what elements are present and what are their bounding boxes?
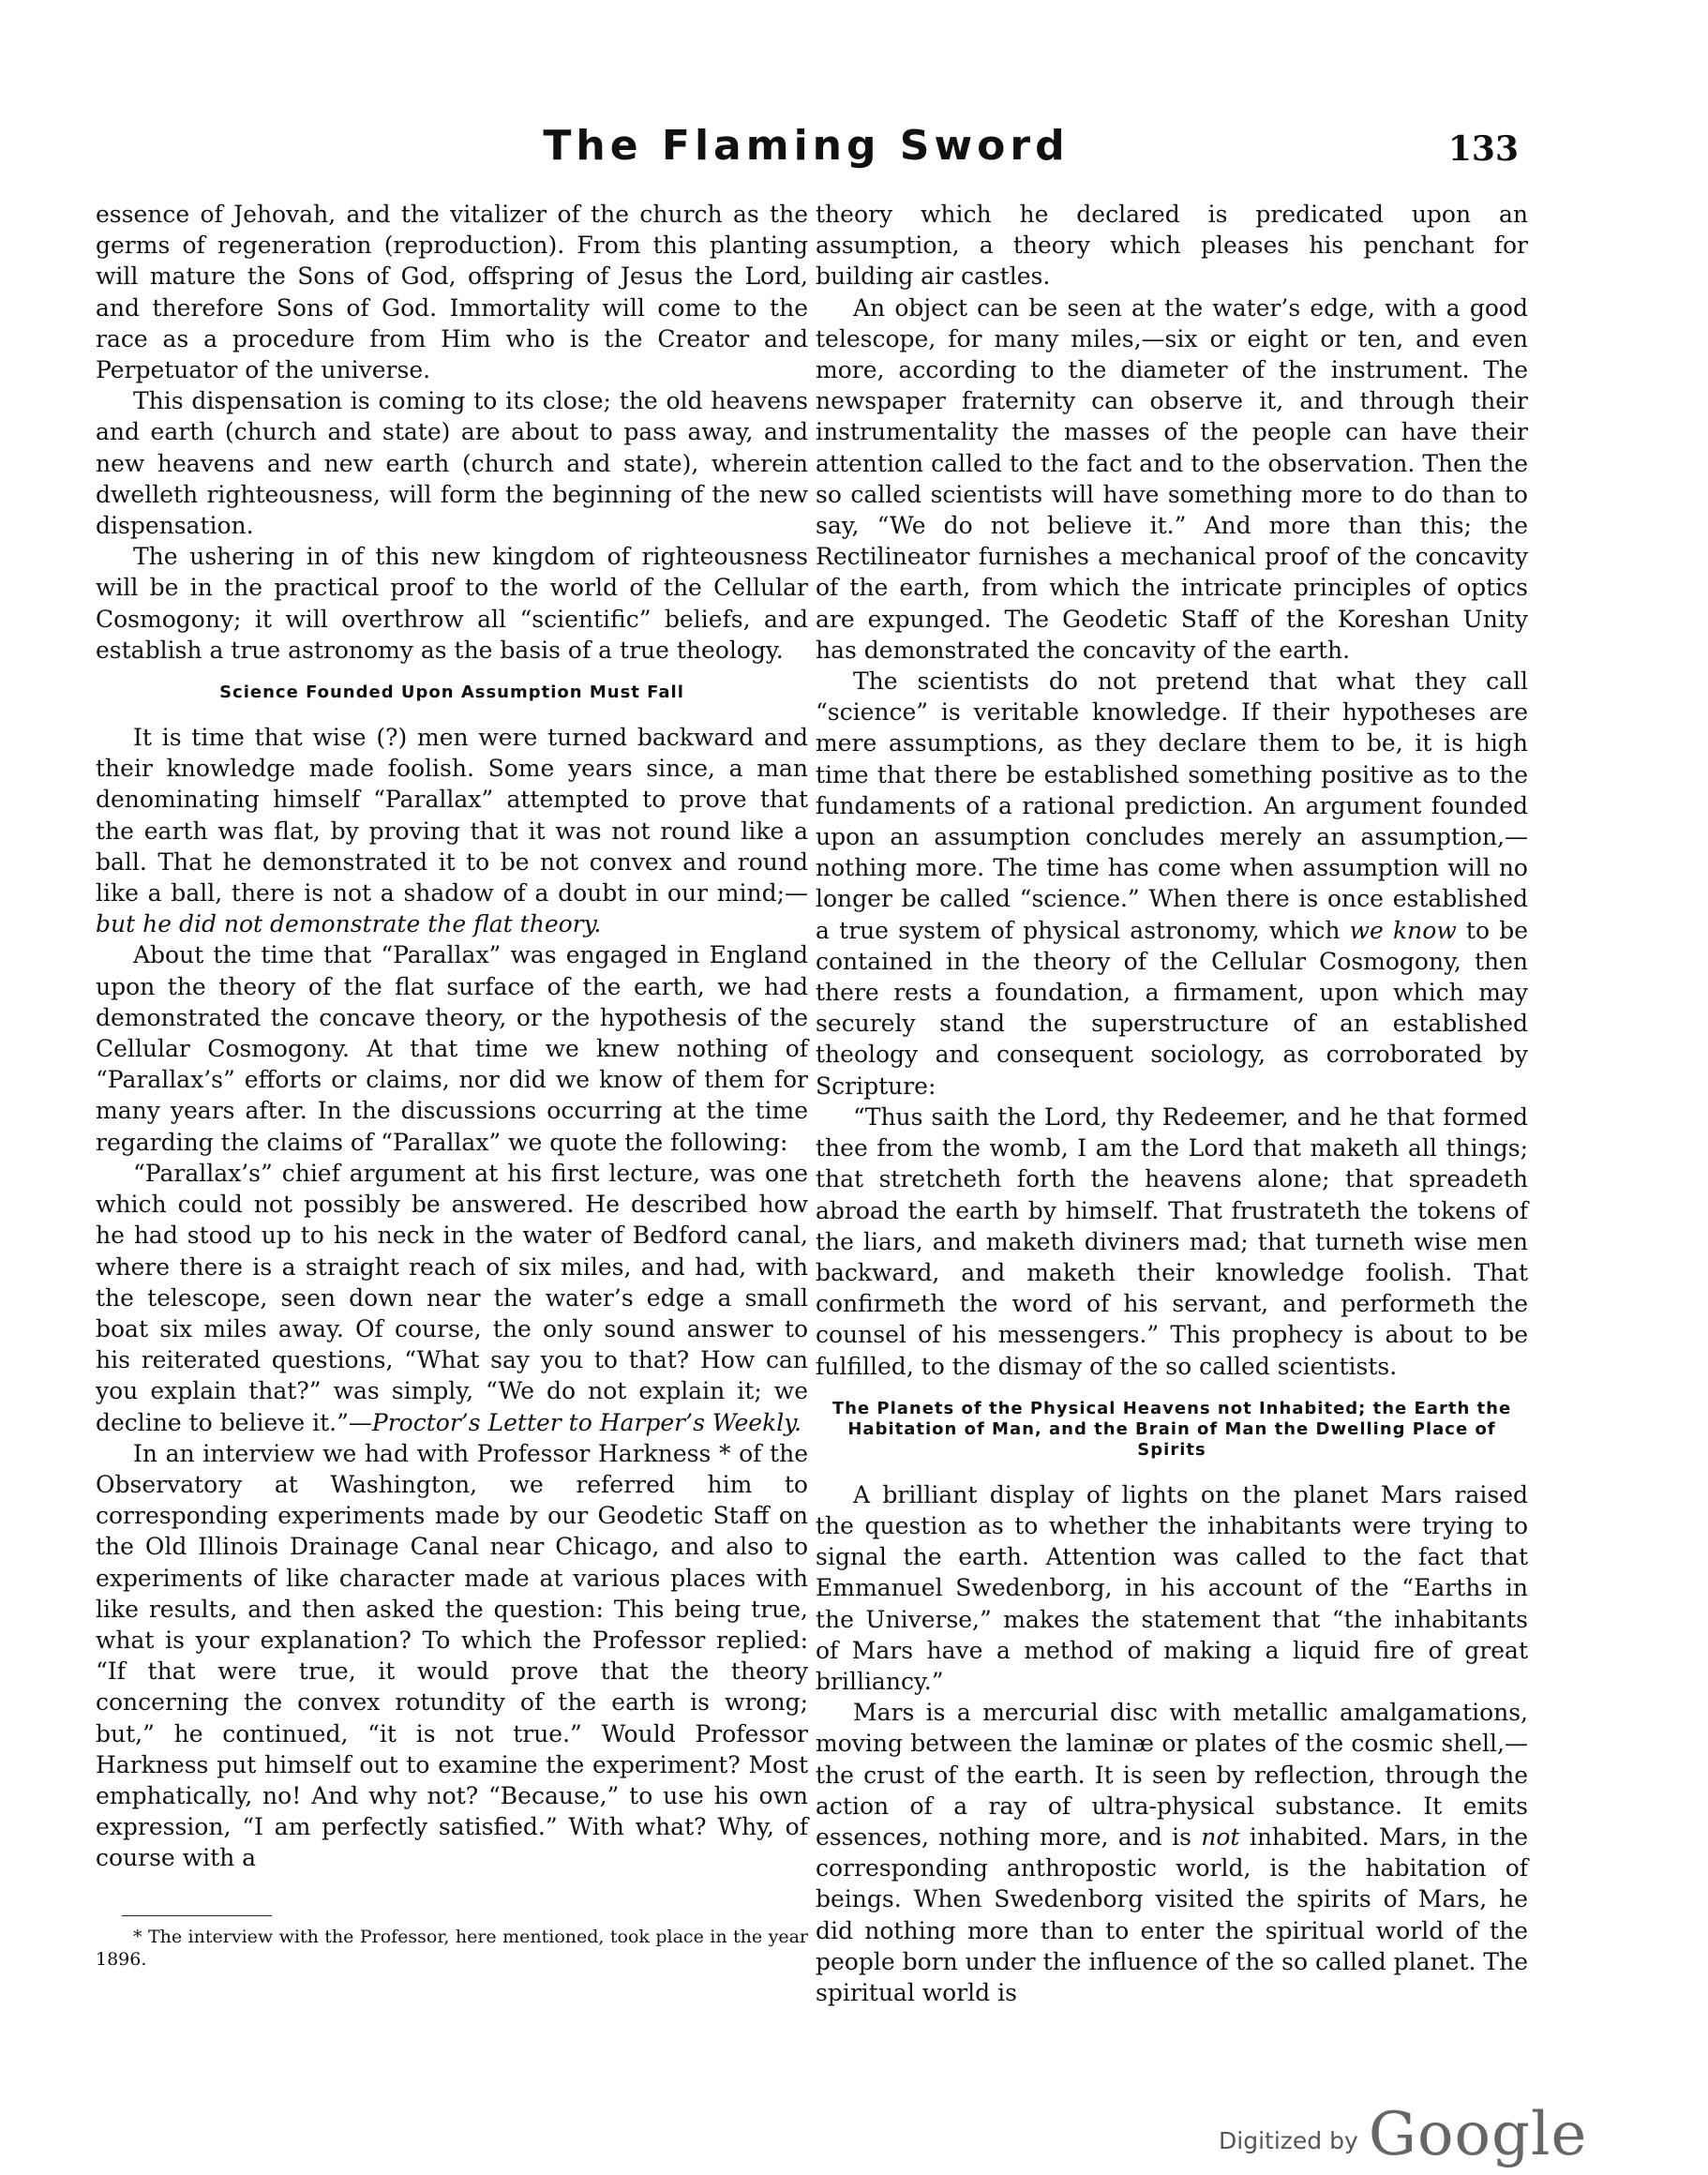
paragraph-text: Mars is a mercurial disc with metallic amalgamations, moving between the laminæ or plates of the cosmic shell,—the crust of the earth. It is seen by reflection, through the action of a ray of ultra-physical substance. It emits essences, nothing more, and is xyxy=(816,1699,1528,1851)
paragraph-text: to be contained in the theory of the Cellular Cosmogony, then there rests a foundation, a firmament, upon which may securely stand the superstructure of an established theology and consequent sociology, as corroborated by Scripture: xyxy=(816,916,1528,1100)
page-number: 133 xyxy=(1447,129,1519,169)
paragraph: About the time that “Parallax” was engaged in England upon the theory of the flat surface of the earth, we had demonstrated the concave theory, or the hypothesis of the Cellular Cosmogony. At that time we knew nothing of “Parallax’s” efforts or claims, nor did we know of them for many years after. In the discussions occurring at the time regarding the claims of “Parallax” we quote the following: xyxy=(96,941,808,1156)
right-column xyxy=(816,199,1528,2008)
left-column xyxy=(96,199,808,1971)
paragraph-text: inhabited. Mars, in the corresponding anthropostic world, is the habitation of beings. When Swedenborg visited the spirits of Mars, he did nothing more than to enter the spiritual world of the people born under the influence of the so called planet. The spiritual world is xyxy=(816,1822,1528,2006)
paragraph: In an interview we had with Professor Harkness * of the Observatory at Washington, we referred him to corresponding experiments made by our Geodetic Staff on the Old Illinois Drainage Canal near Chicago, and also to experiments of like character made at various places with like results, and then asked the question: This being true, what is your explanation? To which the Professor replied: “If that were true, it would prove that the theory concerning the convex rotundity of the earth is wrong; but,” he continued, “it is not true.” Would Professor Harkness put himself out to examine the experiment? Most emphatically, no! And why not? “Because,” to use his own expression, “I am perfectly satisfied.” With what? Why, of course with a xyxy=(96,1439,808,1872)
paragraph: This dispensation is coming to its close; the old heavens and earth (church and state) are about to pass away, and new heavens and new earth (church and state), wherein dwelleth righteousness, will form the beginning of the new dispensation. xyxy=(96,387,808,540)
paragraph xyxy=(96,722,808,939)
citation-text: Proctor’s Letter to Harper’s Weekly. xyxy=(371,1408,802,1436)
paragraph: A brilliant display of lights on the planet Mars raised the question as to whether the inhabitants were trying to signal the earth. Attention was called to the fact that Emmanuel Swedenborg, in his account of the “Earths in the Universe,” makes the statement that “the inhabitants of Mars have a method of making a liquid fire of great brilliancy.” xyxy=(816,1480,1528,1695)
emphasis-text: not xyxy=(1201,1822,1240,1851)
paragraph-text: It is time that wise (?) men were turned backward and their knowledge made foolish. Some years since, a man denominating himself “Parallax” attempted to prove that the earth was flat, by proving that it was not round like a ball. That he demonstrated it to be not convex and round like a ball, there is not a shadow of a doubt in our mind;— xyxy=(96,724,808,908)
paragraph xyxy=(816,666,1528,1102)
paragraph: theory which he declared is predicated upon an assumption, a theory which pleases his penchant for building air castles. xyxy=(816,201,1528,291)
watermark-prefix: Digitized by xyxy=(1219,2127,1358,2154)
scripture-quote: “Thus saith the Lord, thy Redeemer, and he that formed thee from the womb, I am the Lord that maketh all things; that stretcheth forth the heavens alone; that spreadeth abroad the earth by himself. That frustrateth the tokens of the liars, and maketh diviners mad; that turneth wise men backward, and maketh their knowledge foolish. That confirmeth the word of his servant, and performeth the counsel of his messengers.” This prophecy is about to be fulfilled, to the dismay of the so called scientists. xyxy=(816,1102,1528,1380)
paragraph: The ushering in of this new kingdom of righteousness will be in the practical proof to the world of the Cellular Cosmogony; it will overthrow all “scientific” beliefs, and establish a true astronomy as the basis of a true theology. xyxy=(96,543,808,664)
paragraph: essence of Jehovah, and the vitalizer of the church as the germs of regeneration (reproduction). From this planting will mature the Sons of God, offspring of Jesus the Lord, and therefore Sons of God. Immortality will come to the race as a procedure from Him who is the Creator and Perpetuator of the universe. xyxy=(96,201,808,384)
paragraph-text: “Parallax’s” chief argument at his first lecture, was one which could not possibly be answered. He described how he had stood up to his neck in the water of Bedford canal, where there is a straight reach of six miles, and had, with the telescope, seen down near the water’s edge a small boat six miles away. Of course, the only sound answer to his reiterated questions, “What say you to that? How can you explain that?” was simply, “We do not explain it; we decline to believe it.”— xyxy=(96,1159,808,1436)
journal-title: The Flaming Sword xyxy=(543,122,1070,170)
paragraph xyxy=(816,1697,1528,2008)
google-logo: Google xyxy=(1368,2100,1588,2169)
page-header xyxy=(94,120,1519,176)
paragraph: An object can be seen at the water’s edge, with a good telescope, for many miles,—six or eight or ten, and even more, according to the diameter of the instrument. The newspaper fraternity can observe it, and through their instrumentality the masses of the people can have their attention called to the fact and to the observation. Then the so called scientists will have something more to do than to say, “We do not believe it.” And more than this; the Rectilineator furnishes a mechanical proof of the concavity of the earth, from which the intricate principles of optics are expunged. The Geodetic Staff of the Koreshan Unity has demonstrated the concavity of the earth. xyxy=(816,293,1528,664)
footnote: * The interview with the Professor, here mentioned, took place in the year 1896. xyxy=(96,1926,808,1970)
paragraph-text: The scientists do not pretend that what they call “science” is veritable knowledge. If their hypotheses are mere assumptions, as they declare them to be, it is high time that there be established something positive as to the fundaments of a rational prediction. An argument founded upon an assumption concludes merely an assumption,—nothing more. The time has come when assumption will no longer be called “science.” When there is once established a true system of physical astronomy, which xyxy=(816,668,1528,944)
emphasis-text: we know xyxy=(1349,916,1457,944)
section-heading: Science Founded Upon Assumption Must Fall xyxy=(219,682,684,703)
digitized-watermark xyxy=(1219,2100,1588,2169)
section-heading: The Planets of the Physical Heavens not Inhabited; the Earth the Habitation of Man, and the Brain of Man the Dwelling Place of Spirits xyxy=(832,1398,1512,1460)
quoted-paragraph xyxy=(96,1158,808,1438)
footnote-rule xyxy=(122,1915,272,1916)
emphasis-text: but he did not demonstrate the flat theory. xyxy=(96,910,602,938)
